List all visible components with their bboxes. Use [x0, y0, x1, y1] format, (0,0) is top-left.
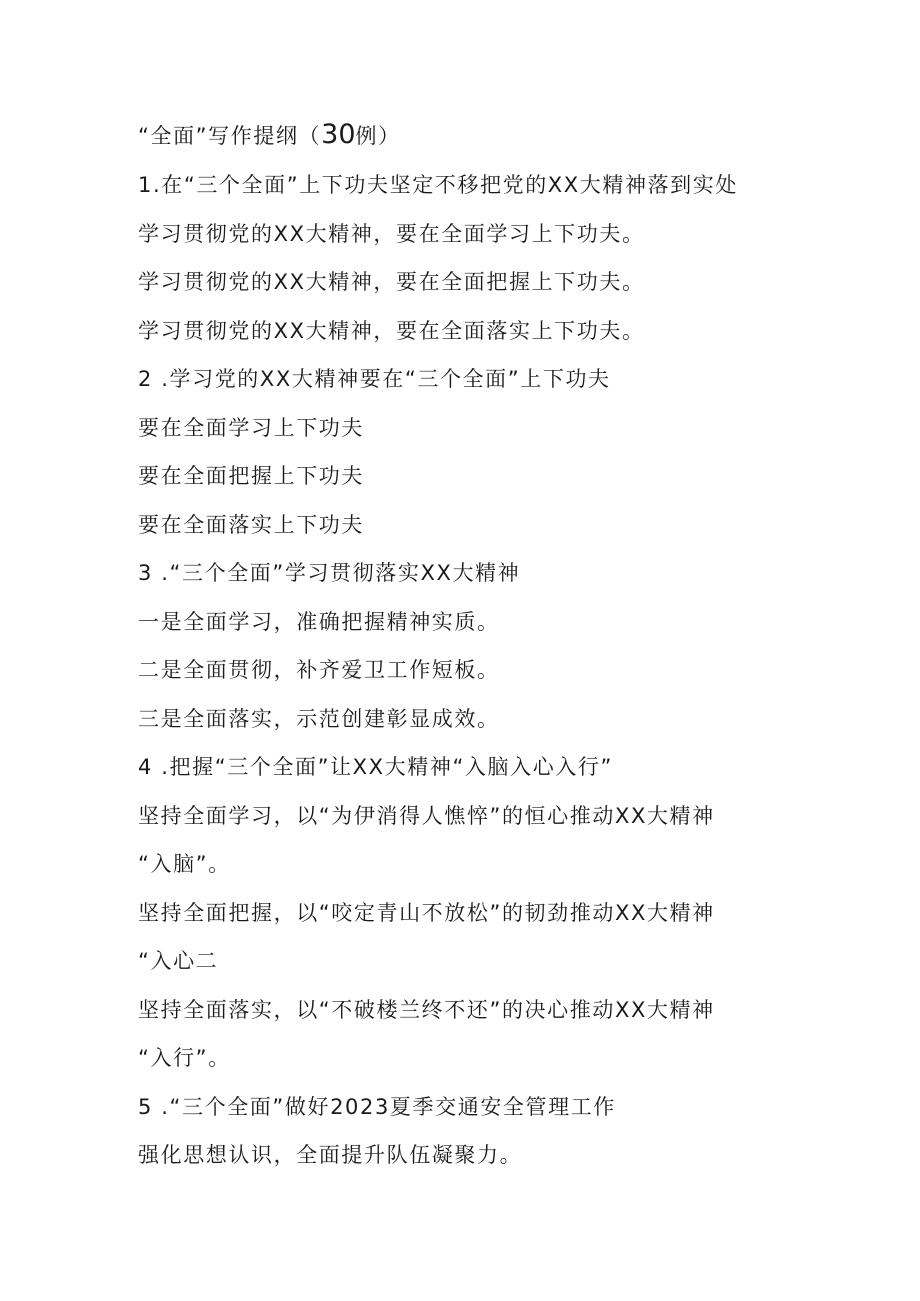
title-suffix: 例） — [355, 124, 401, 148]
section-3-heading: 3 .“三个全面”学习贯彻落实XX大精神 — [138, 561, 521, 585]
paragraph-line: 要在全面落实上下功夫 — [138, 513, 364, 537]
paragraph-line: 三是全面落实，示范创建彰显成效。 — [138, 707, 500, 731]
title-prefix: “全面”写作提纲（ — [138, 124, 322, 148]
paragraph-line: 要在全面学习上下功夫 — [138, 416, 364, 440]
section-2-heading: 2 .学习党的XX大精神要在“三个全面”上下功夫 — [138, 367, 611, 391]
paragraph-line: 一是全面学习，准确把握精神实质。 — [138, 610, 500, 634]
title-number: 30 — [321, 119, 356, 150]
paragraph-line: “入脑”。 — [138, 852, 231, 876]
document-title — [138, 121, 401, 148]
section-4-heading: 4 .把握“三个全面”让XX大精神“入脑入心入行” — [138, 755, 613, 779]
section-5-heading: 5 .“三个全面”做好2023夏季交通安全管理工作 — [138, 1095, 616, 1119]
paragraph-line: 坚持全面学习，以“为伊消得人憔悴”的恒心推动XX大精神 — [138, 804, 715, 828]
paragraph-line: 学习贯彻党的XX大精神，要在全面把握上下功夫。 — [138, 270, 645, 294]
paragraph-line: 坚持全面把握，以“咬定青山不放松”的韧劲推动XX大精神 — [138, 901, 715, 925]
paragraph-line: “入心二 — [138, 949, 219, 973]
section-1-heading: 1.在“三个全面”上下功夫坚定不移把党的XX大精神落到实处 — [138, 173, 738, 197]
paragraph-line: 强化思想认识，全面提升队伍凝聚力。 — [138, 1143, 523, 1167]
paragraph-line: 学习贯彻党的XX大精神，要在全面学习上下功夫。 — [138, 222, 645, 246]
paragraph-line: 坚持全面落实，以“不破楼兰终不还”的决心推动XX大精神 — [138, 998, 715, 1022]
paragraph-line: 要在全面把握上下功夫 — [138, 464, 364, 488]
paragraph-line: 二是全面贯彻，补齐爱卫工作短板。 — [138, 658, 500, 682]
paragraph-line: “入行”。 — [138, 1046, 231, 1070]
paragraph-line: 学习贯彻党的XX大精神，要在全面落实上下功夫。 — [138, 319, 645, 343]
